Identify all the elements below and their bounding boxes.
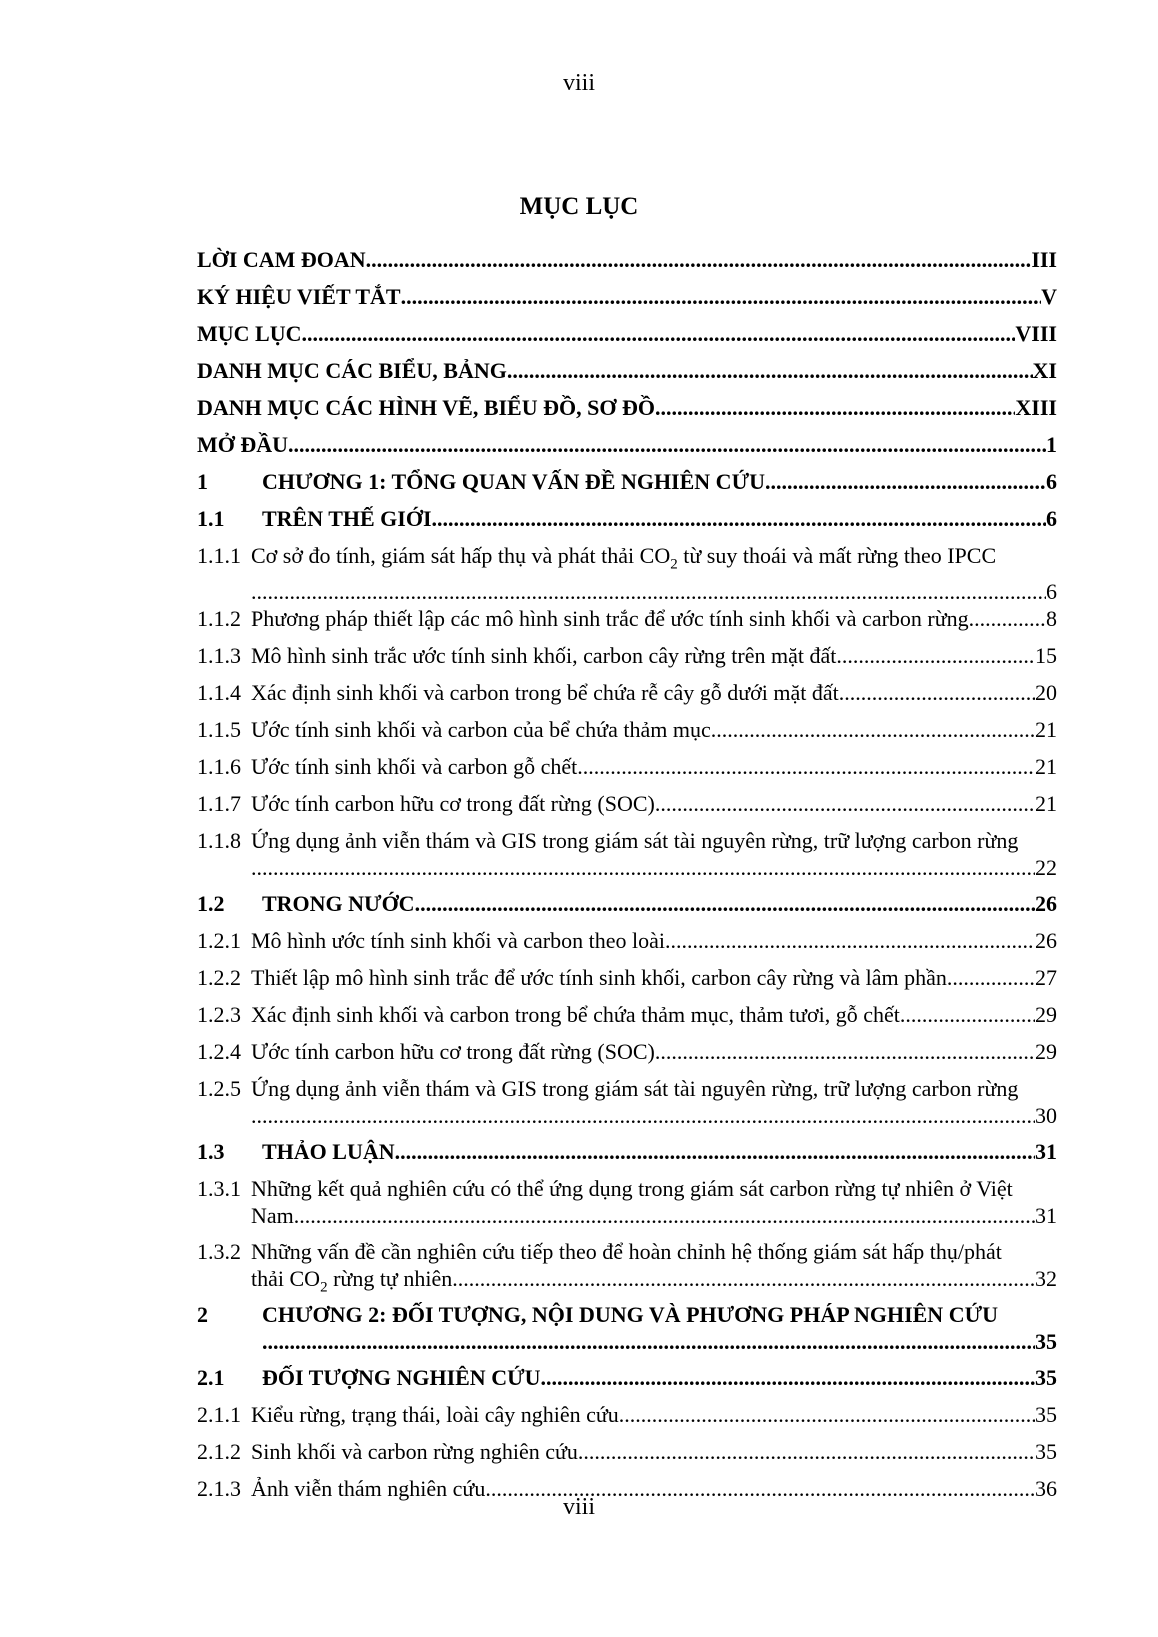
toc-entry-title: MỤC LỤC (197, 321, 302, 346)
toc-entry-page: 8 (1046, 606, 1057, 631)
toc-entry-title: THẢO LUẬN (262, 1139, 395, 1164)
toc-entry-1-2[interactable] (197, 890, 1057, 927)
toc-entry-number: 2.1 (197, 1365, 225, 1390)
toc-entry-number: 1.2.4 (197, 1039, 241, 1064)
toc-entry-number: 1.1.4 (197, 680, 241, 705)
toc-entry-title-continued: Nam (251, 1203, 294, 1228)
toc-entry-1-1[interactable] (197, 505, 1057, 542)
toc-entry-1-3-2[interactable] (197, 1238, 1057, 1301)
toc-entry-page: 26 (1035, 891, 1057, 916)
toc-entry-title: LỜI CAM ĐOAN (197, 247, 366, 272)
toc-entry-1-2-4[interactable] (197, 1038, 1057, 1075)
toc-entry-2-1-2[interactable] (197, 1438, 1057, 1475)
page-number-header: viii (562, 70, 595, 96)
toc-entry-title: Ước tính sinh khối và carbon của bể chứa thảm mục (251, 717, 711, 742)
toc-entry-number: 2.1.1 (197, 1402, 241, 1427)
toc-entry-title: Ứng dụng ảnh viễn thám và GIS trong giám sát tài nguyên rừng, trữ lượng carbon rừng (251, 1076, 1019, 1101)
toc-entry-page: 1 (1046, 432, 1057, 457)
toc-entry-page: XIII (1015, 395, 1057, 420)
toc-entry-number: 1.2.3 (197, 1002, 241, 1027)
toc-entry-title: Phương pháp thiết lập các mô hình sinh trắc để ước tính sinh khối và carbon rừng (251, 606, 969, 631)
toc-entry-title: Những vấn đề cần nghiên cứu tiếp theo để hoàn chỉnh hệ thống giám sát hấp thụ/phát (251, 1239, 1002, 1264)
toc-entry-title: TRONG NƯỚC (262, 891, 415, 916)
toc-entry-danh-muc-hinh-ve[interactable] (197, 394, 1057, 431)
toc-entry-number: 1.1.3 (197, 643, 241, 668)
toc-entry-number: 1.3.1 (197, 1176, 241, 1201)
toc-entry-1-1-7[interactable] (197, 790, 1057, 827)
toc-entry-number: 1.1.6 (197, 754, 241, 779)
toc-entry-title: Thiết lập mô hình sinh trắc để ước tính sinh khối, carbon cây rừng và lâm phần (251, 965, 947, 990)
toc-entry-page: 29 (1035, 1002, 1057, 1027)
toc-entry-number: 1.1.5 (197, 717, 241, 742)
toc-entry-1-1-2[interactable] (197, 605, 1057, 642)
toc-entry-number: 1.1.8 (197, 828, 241, 853)
toc-entry-title: DANH MỤC CÁC BIỂU, BẢNG (197, 358, 507, 383)
toc-entry-1-1-8[interactable] (197, 827, 1057, 890)
toc-entry-1-2-1[interactable] (197, 927, 1057, 964)
toc-entry-2-1-1[interactable] (197, 1401, 1057, 1438)
toc-entry-title: KÝ HIỆU VIẾT TẮT (197, 284, 401, 309)
toc-entry-title: TRÊN THẾ GIỚI (262, 506, 432, 531)
page-number-footer: viii (562, 1494, 595, 1520)
toc-entry-title: Ước tính sinh khối và carbon gỗ chết (251, 754, 578, 779)
toc-entry-number: 2.1.3 (197, 1476, 241, 1501)
toc-entry-1-3-1[interactable] (197, 1175, 1057, 1238)
toc-entry-2-1[interactable] (197, 1364, 1057, 1401)
toc-entry-title: Kiểu rừng, trạng thái, loài cây nghiên cứu (251, 1402, 619, 1427)
toc-entry-number: 1.3.2 (197, 1239, 241, 1264)
toc-entry-page: 26 (1035, 928, 1057, 953)
toc-entry-number: 1.1.7 (197, 791, 241, 816)
toc-entry-page: VIII (1015, 321, 1057, 346)
toc-entry-danh-muc-bieu-bang[interactable] (197, 357, 1057, 394)
toc-entry-page: 20 (1035, 680, 1057, 705)
toc-entry-page: 29 (1035, 1039, 1057, 1064)
toc-entry-page: 35 (1035, 1329, 1057, 1354)
toc-entry-title: Ước tính carbon hữu cơ trong đất rừng (SOC) (251, 791, 655, 816)
toc-entry-page: 35 (1035, 1439, 1057, 1464)
toc-entry-title: Sinh khối và carbon rừng nghiên cứu (251, 1439, 578, 1464)
toc-entry-title: Ứng dụng ảnh viễn thám và GIS trong giám sát tài nguyên rừng, trữ lượng carbon rừng (251, 828, 1019, 853)
toc-entry-page: 32 (1035, 1266, 1057, 1291)
toc-entry-1-3[interactable] (197, 1138, 1057, 1175)
toc-entry-title: Mô hình sinh trắc ước tính sinh khối, carbon cây rừng trên mặt đất (251, 643, 837, 668)
toc-entry-number: 1.3 (197, 1139, 225, 1164)
toc-entry-number: 1 (197, 469, 208, 494)
toc-entry-number: 1.2.2 (197, 965, 241, 990)
toc-entry-1-1-1[interactable] (197, 542, 1057, 605)
toc-entry-chapter-1[interactable] (197, 468, 1057, 505)
toc-entry-page: 35 (1035, 1402, 1057, 1427)
toc-entry-ky-hieu[interactable] (197, 283, 1057, 320)
toc-entry-page: 22 (1035, 855, 1057, 880)
toc-entry-title: CHƯƠNG 2: ĐỐI TƯỢNG, NỘI DUNG VÀ PHƯƠNG PHÁP NGHIÊN CỨU (262, 1302, 998, 1327)
toc-entry-page: 21 (1035, 717, 1057, 742)
toc-entry-title: Xác định sinh khối và carbon trong bể chứa rễ cây gỗ dưới mặt đất (251, 680, 839, 705)
toc-entry-title: Cơ sở đo tính, giám sát hấp thụ và phát thải $CO_2$ từ suy thoái và mất rừng theo IPCC (251, 543, 997, 573)
toc-entry-1-1-4[interactable] (197, 679, 1057, 716)
toc-entry-page: 31 (1035, 1203, 1057, 1228)
toc-entry-page: 21 (1035, 791, 1057, 816)
toc-entry-title: Xác định sinh khối và carbon trong bể chứa thảm mục, thảm tươi, gỗ chết. (251, 1002, 906, 1027)
toc-entry-number: 1.1.2 (197, 606, 241, 631)
toc-entry-title: MỞ ĐẦU (197, 432, 289, 457)
toc-entry-1-1-3[interactable] (197, 642, 1057, 679)
toc-entry-page: 36 (1035, 1476, 1057, 1501)
toc-entry-1-2-2[interactable] (197, 964, 1057, 1001)
toc-entry-1-2-5[interactable] (197, 1075, 1057, 1138)
toc-entry-page: 6 (1046, 469, 1057, 494)
toc-entry-title: Ảnh viễn thám nghiên cứu (251, 1476, 486, 1501)
toc-entry-title: Mô hình ước tính sinh khối và carbon theo loài (251, 928, 665, 953)
toc-entry-page: 6 (1046, 579, 1057, 605)
toc-entry-number: 1.2.5 (197, 1076, 241, 1101)
toc-entry-number: 1.1 (197, 506, 225, 531)
toc-entry-loi-cam-doan[interactable] (197, 246, 1057, 283)
toc-entry-page: 6 (1046, 506, 1057, 531)
toc-entry-number: 1.1.1 (197, 543, 241, 568)
toc-entry-page: 31 (1035, 1139, 1057, 1164)
toc-entry-page: 30 (1035, 1103, 1057, 1128)
toc-entry-mo-dau[interactable] (197, 431, 1057, 468)
toc-entry-chapter-2[interactable] (197, 1301, 1057, 1364)
toc-entry-title: DANH MỤC CÁC HÌNH VẼ, BIỂU ĐỒ, SƠ ĐỒ (197, 395, 655, 420)
toc-entry-title: ĐỐI TƯỢNG NGHIÊN CỨU (262, 1365, 541, 1390)
toc-title: MỤC LỤC (519, 193, 639, 220)
toc-entry-1-1-5[interactable] (197, 716, 1057, 753)
toc-entry-muc-luc[interactable] (197, 320, 1057, 357)
toc-entry-page: 27 (1035, 965, 1057, 990)
toc-entry-page: III (1031, 247, 1057, 272)
toc-entry-title: Ước tính carbon hữu cơ trong đất rừng (SOC) (251, 1039, 655, 1064)
toc-entry-number: 2.1.2 (197, 1439, 241, 1464)
toc-entry-page: 21 (1035, 754, 1057, 779)
toc-entry-title: CHƯƠNG 1: TỔNG QUAN VẤN ĐỀ NGHIÊN CỨU (262, 469, 765, 494)
toc-entry-title-continued: thải $CO_2$ rừng tự nhiên (251, 1266, 453, 1296)
toc-entry-page: 15 (1035, 643, 1057, 668)
toc-entry-number: 1.2.1 (197, 928, 241, 953)
toc-entry-page: 35 (1035, 1365, 1057, 1390)
toc-entry-page: XI (1032, 358, 1057, 383)
toc-entry-number: 2 (197, 1302, 208, 1327)
toc-entry-1-1-6[interactable] (197, 753, 1057, 790)
toc-entry-number: 1.2 (197, 891, 225, 916)
toc-entry-page: V (1041, 284, 1057, 309)
table-of-contents (197, 246, 1057, 1512)
toc-entry-title: Những kết quả nghiên cứu có thể ứng dụng trong giám sát carbon rừng tự nhiên ở Việt (251, 1176, 1013, 1201)
toc-entry-1-2-3[interactable] (197, 1001, 1057, 1038)
